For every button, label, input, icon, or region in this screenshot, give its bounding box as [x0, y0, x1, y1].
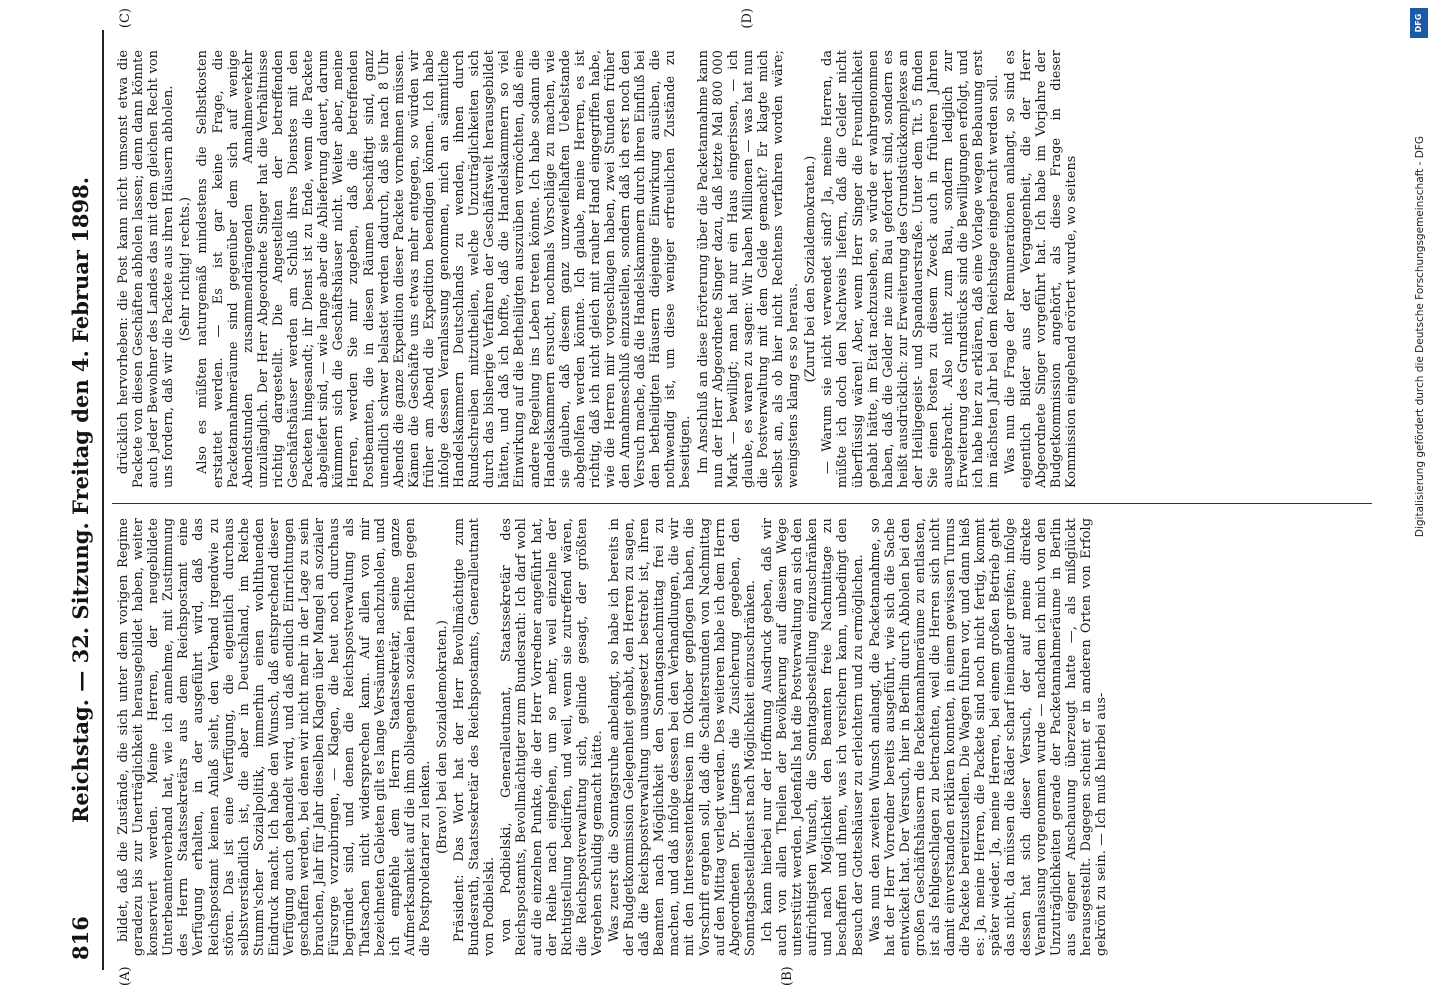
margin-marker-b: (B): [780, 966, 795, 986]
dfg-watermark: [1408, 6, 1432, 996]
document-page: [20, 0, 1400, 1000]
interjection: (Sehr richtig! rechts.): [178, 196, 194, 342]
paragraph: Was nun den zweiten Wunsch anlangt, die Packetannahme, so hat der Herr Vorredner bereits ausgeführt, wie sich die Sache entwickelt hat. Der Versuch, hier in Berlin durch Abholen bei den großen Geschäftshäusern die Packetannahmeräume zu entlasten, ist als fehlgeschlagen zu betrachten, weil die Herren sich nicht damit einverstanden erklären konnten, in einem gewissen Turnus die Packete bereitzustellen. Die Wagen fuhren vor, und dann hieß es: Ja, meine Herren, die Packete sind noch nicht fertig, kommt später wieder. Ja, meine Herren, bei einem großen Betrieb geht das nicht, da müssen die Räder scharf ineinander greifen; infolge dessen hat sich dieser Versuch, der auf meine direkte Veranlassung vorgenommen wurde — nachdem ich mich von den Unzuträglichkeiten gerade der Packetannahmeräume in Berlin aus eigener Anschauung überzeugt hatte —, als mißglückt herausgestellt. Dagegen scheint er in anderen Orten von Erfolg gekrönt zu sein. — Ich muß hierbei aus-: [867, 518, 1109, 956]
column-divider: [112, 503, 1372, 504]
watermark-text: Digitalisierung gefördert durch die Deutsche Forschungsgemeinschaft - DFG: [1414, 136, 1426, 538]
paragraph: Im Anschluß an diese Erörterung über die Packetannahme kann nun der Herr Abgeordnete Singer dazu, daß letzte Mal 800 000 Mark — bewilligt; man hat nur ein Haus eingerissen, — ich glaube, es waren zu sagen: Wir haben Millionen — was hat nun die Postverwaltung mit dem Gelde gemacht? Er klagte mich selbst an, als ob hier nicht Rechtens verfahren worden wäre; wenigstens klang es so heraus.: [695, 50, 802, 488]
interjection: (Zuruf bei den Sozialdemokraten.): [803, 155, 819, 383]
paragraph: drücklich hervorheben: die Post kann nicht umsonst etwa die Packete von diesen Geschäften abholen lassen; denn dann könnte auch jeder Bewohner des Landes das mit dem gleichen Recht von uns fordern, daß wir die Packete aus ihren Häusern abholen.: [116, 50, 177, 488]
paragraph: von Podbielski, Generalleutnant, Staatssekretär des Reichspostamts, Bevollmächtigter zum Bundesrath: Ich darf wohl auf die einzelnen Punkte, die der Herr Vorredner angeführt hat, der Reihe nach eingehen, um so mehr, weil einzelne der Richtigstellung bedürfen, und weil, wenn sie zutreffend wären, die Reichspostverwaltung sich, gelinde gesagt, der größten Vergehen schuldig gemacht hätte.: [499, 518, 605, 956]
header-title: Reichstag. — 32. Sitzung. Freitag den 4. Februar 1898.: [68, 176, 93, 824]
paragraph: Was zuerst die Sonntagsruhe anbelangt, so habe ich bereits in der Budgetkommission Gelegenheit gehabt, den Herren zu sagen, daß die Reichspostverwaltung unausgesetzt bestrebt ist, ihren Beamten nach Möglichkeit den Sonntagsnachmittag frei zu machen, und daß infolge dessen bei den Verhandlungen, die wir mit den Interessentenkreisen im Oktober gepflogen haben, die Vorschrift ergehen soll, daß die Schalterstunden von Nachmittag auf den Mittag verlegt werden. Des weiteren habe ich dem Herrn Abgeordneten Dr. Lingens die Zusicherung gegeben, den Sonntagsbestelldienst nach Möglichkeit einzuschränken.: [607, 518, 758, 956]
rotated-page-content: [20, 0, 1400, 1000]
right-column: [116, 50, 1372, 488]
header-rule: [102, 30, 104, 970]
margin-marker-d: (D): [740, 8, 755, 29]
margin-marker-a: (A): [118, 966, 133, 986]
paragraph: Was nun die Frage der Remunerationen anlangt, so sind es eigentlich Bilder aus der Vergangenheit, die der Herr Abgeordnete Singer vorgeführt hat. Ich habe im Vorjahre der Budgetkommission angehört, als diese Frage in dieser Kommission eingehend erörtert wurde, wo seitens: [1003, 50, 1079, 488]
paragraph: Also es müßten naturgemäß mindestens die Selbstkosten erstattet werden. — Es ist gar keine Frage, die Packetannahmeräume sind gegenüber dem sich auf wenige Abendstunden zusammendrängenden Annahmeverkehr unzulänglich. Der Herr Abgeordnete Singer hat die Verhältnisse richtig dargestellt. Die Angestellten der betreffenden Geschäftshäuser werden am Schluß ihres Dienstes mit den Packeten hingesandt; ihr Dienst ist zu Ende, wenn die Packete abgeliefert sind, — wie lange aber die Ablieferung dauert, darum kümmern sich die Geschäftshäuser nicht. Weiter aber, meine Herren, werden Sie mir zugeben, daß die betreffenden Postbeamten, die in diesen Räumen beschäftigt sind, ganz unendlich schwer belastet werden dadurch, daß sie nach 8 Uhr Abends die ganze Expedition dieser Packete vornehmen müssen. Kämen die Geschäfte uns etwas mehr entgegen, so würden wir früher am Abend die Expedition beendigen können. Ich habe infolge dessen Veranlassung genommen, mich an sämmtliche Handelskammern Deutschlands zu wenden, ihnen durch Rundschreiben mitzutheilen, welche Unzuträglichkeiten sich durch das bisherige Verfahren der Geschäftswelt herausgebildet hätten, und daß ich hoffte, daß die Handelskammern so viel Einwirkung auf die Betheiligten auszuüben vermöchten, daß eine andere Regelung ins Leben treten könnte. Ich habe sodann die Handelskammern ersucht, nochmals Vorschläge zu machen, wie sie glauben, daß diesem ganz unzweifelhaften Uebelstande abgeholfen werden könnte. Ich glaube, meine Herren, es ist richtig, daß ich nicht gleich mit rauher Hand eingegriffen habe, wie die Herren mir vorgeschlagen haben, zwei Stunden früher den Annahmeschluß einzustellen, sondern daß ich erst noch den Versuch mache, daß die Handelskammern durch ihren Einfluß bei den betheiligten Häusern diejenige Einwirkung ausüben, die nothwendig ist, um diese weniger erfreulichen Zustände zu beseitigen.: [195, 50, 694, 488]
page-number: 816: [68, 916, 93, 960]
paragraph: — Warum sie nicht verwendet sind? Ja, meine Herren, da müßte ich doch den Nachweis liefern, daß die Gelder nicht überflüssig wären! Aber, wenn Herr Singer die Freundlichkeit gehabt hätte, im Etat nachzusehen, so würde er wahrgenommen haben, daß die Gelder nie zum Bau gefordert sind, sondern es heißt ausdrücklich: zur Erweiterung des Grundstückkomplexes an der Heiligegeist- und Spandauerstraße. Unter dem Tit. 5 finden Sie einen Posten zu diesem Zweck auch in früheren Jahren ausgebracht. Also nicht zum Bau, sondern lediglich zur Erweiterung des Grundstücks sind die Bewilligungen erfolgt, und ich habe hier zu erklären, daß eine Vorlage wegen Bebauung erst im nächsten Jahr bei dem Reichstage eingebracht werden soll.: [820, 50, 1002, 488]
paragraph: Präsident: Das Wort hat der Herr Bevollmächtigte zum Bundesrath, Staatssekretär des Reichspostamts, Generalleutnant von Podbielski.: [452, 518, 498, 956]
left-column: [116, 518, 1372, 956]
dfg-logo: [1410, 8, 1428, 38]
dfg-logo-text: DFG: [1414, 13, 1423, 33]
margin-marker-c: (C): [118, 8, 133, 29]
paragraph: Ich kann hierbei nur der Hoffnung Ausdruck geben, daß wir auch von allen Theilen der Bevölkerung auf diesem Wege unterstützt werden. Jedenfalls hat die Postverwaltung an sich den aufrichtigsten Wunsch, die Sonntagsbestellung einzuschränken und nach Möglichkeit den Beamten freie Nachmittage zu beschaffen und ihnen, was ich versichern kann, unbedingt den Besuch der Gotteshäuser zu erleichtern und zu ermöglichen.: [759, 518, 866, 956]
interjection: (Bravo! bei den Sozialdemokraten.): [434, 620, 450, 854]
paragraph: bildet, daß die Zustände, die sich unter dem vorigen Regime geradezu bis zur Unerträglichkeit herausgebildet haben, weiter konserviert werden. Meine Herren, der neugebildete Unterbeamtenverband hat, wie ich annehme, mit Zustimmung des Herrn Staatssekretärs aus dem Reichspostamt eine Verfügung erhalten, in der ausgeführt wird, daß das Reichspostamt keinen Anlaß sieht, den Verband irgendwie zu stören. Das ist eine Verfügung, die eigentlich durchaus selbstverständlich ist, die aber in Deutschland, im Reiche Stumm'scher Sozialpolitik, immerhin einen wohlthuenden Eindruck macht. Ich habe den Wunsch, daß entsprechend dieser Verfügung auch gehandelt wird, und daß endlich Einrichtungen geschaffen werden, bei denen wir nicht mehr in der Lage zu sein brauchen, Jahr für Jahr dieselben Klagen über Mangel an sozialer Fürsorge vorzubringen, — Klagen, die heut noch durchaus begründet sind, und denen die Reichspostverwaltung als Thatsachen nicht widersprechen kann. Auf allen von mir bezeichneten Gebieten gilt es lange Versäumtes nachzuholen, und ich empfehle dem Herrn Staatssekretär, seine ganze Aufmerksamkeit auf die ihm obliegenden sozialen Pflichten gegen die Postproletarier zu lenken.: [116, 518, 433, 956]
page-header: [62, 30, 100, 970]
